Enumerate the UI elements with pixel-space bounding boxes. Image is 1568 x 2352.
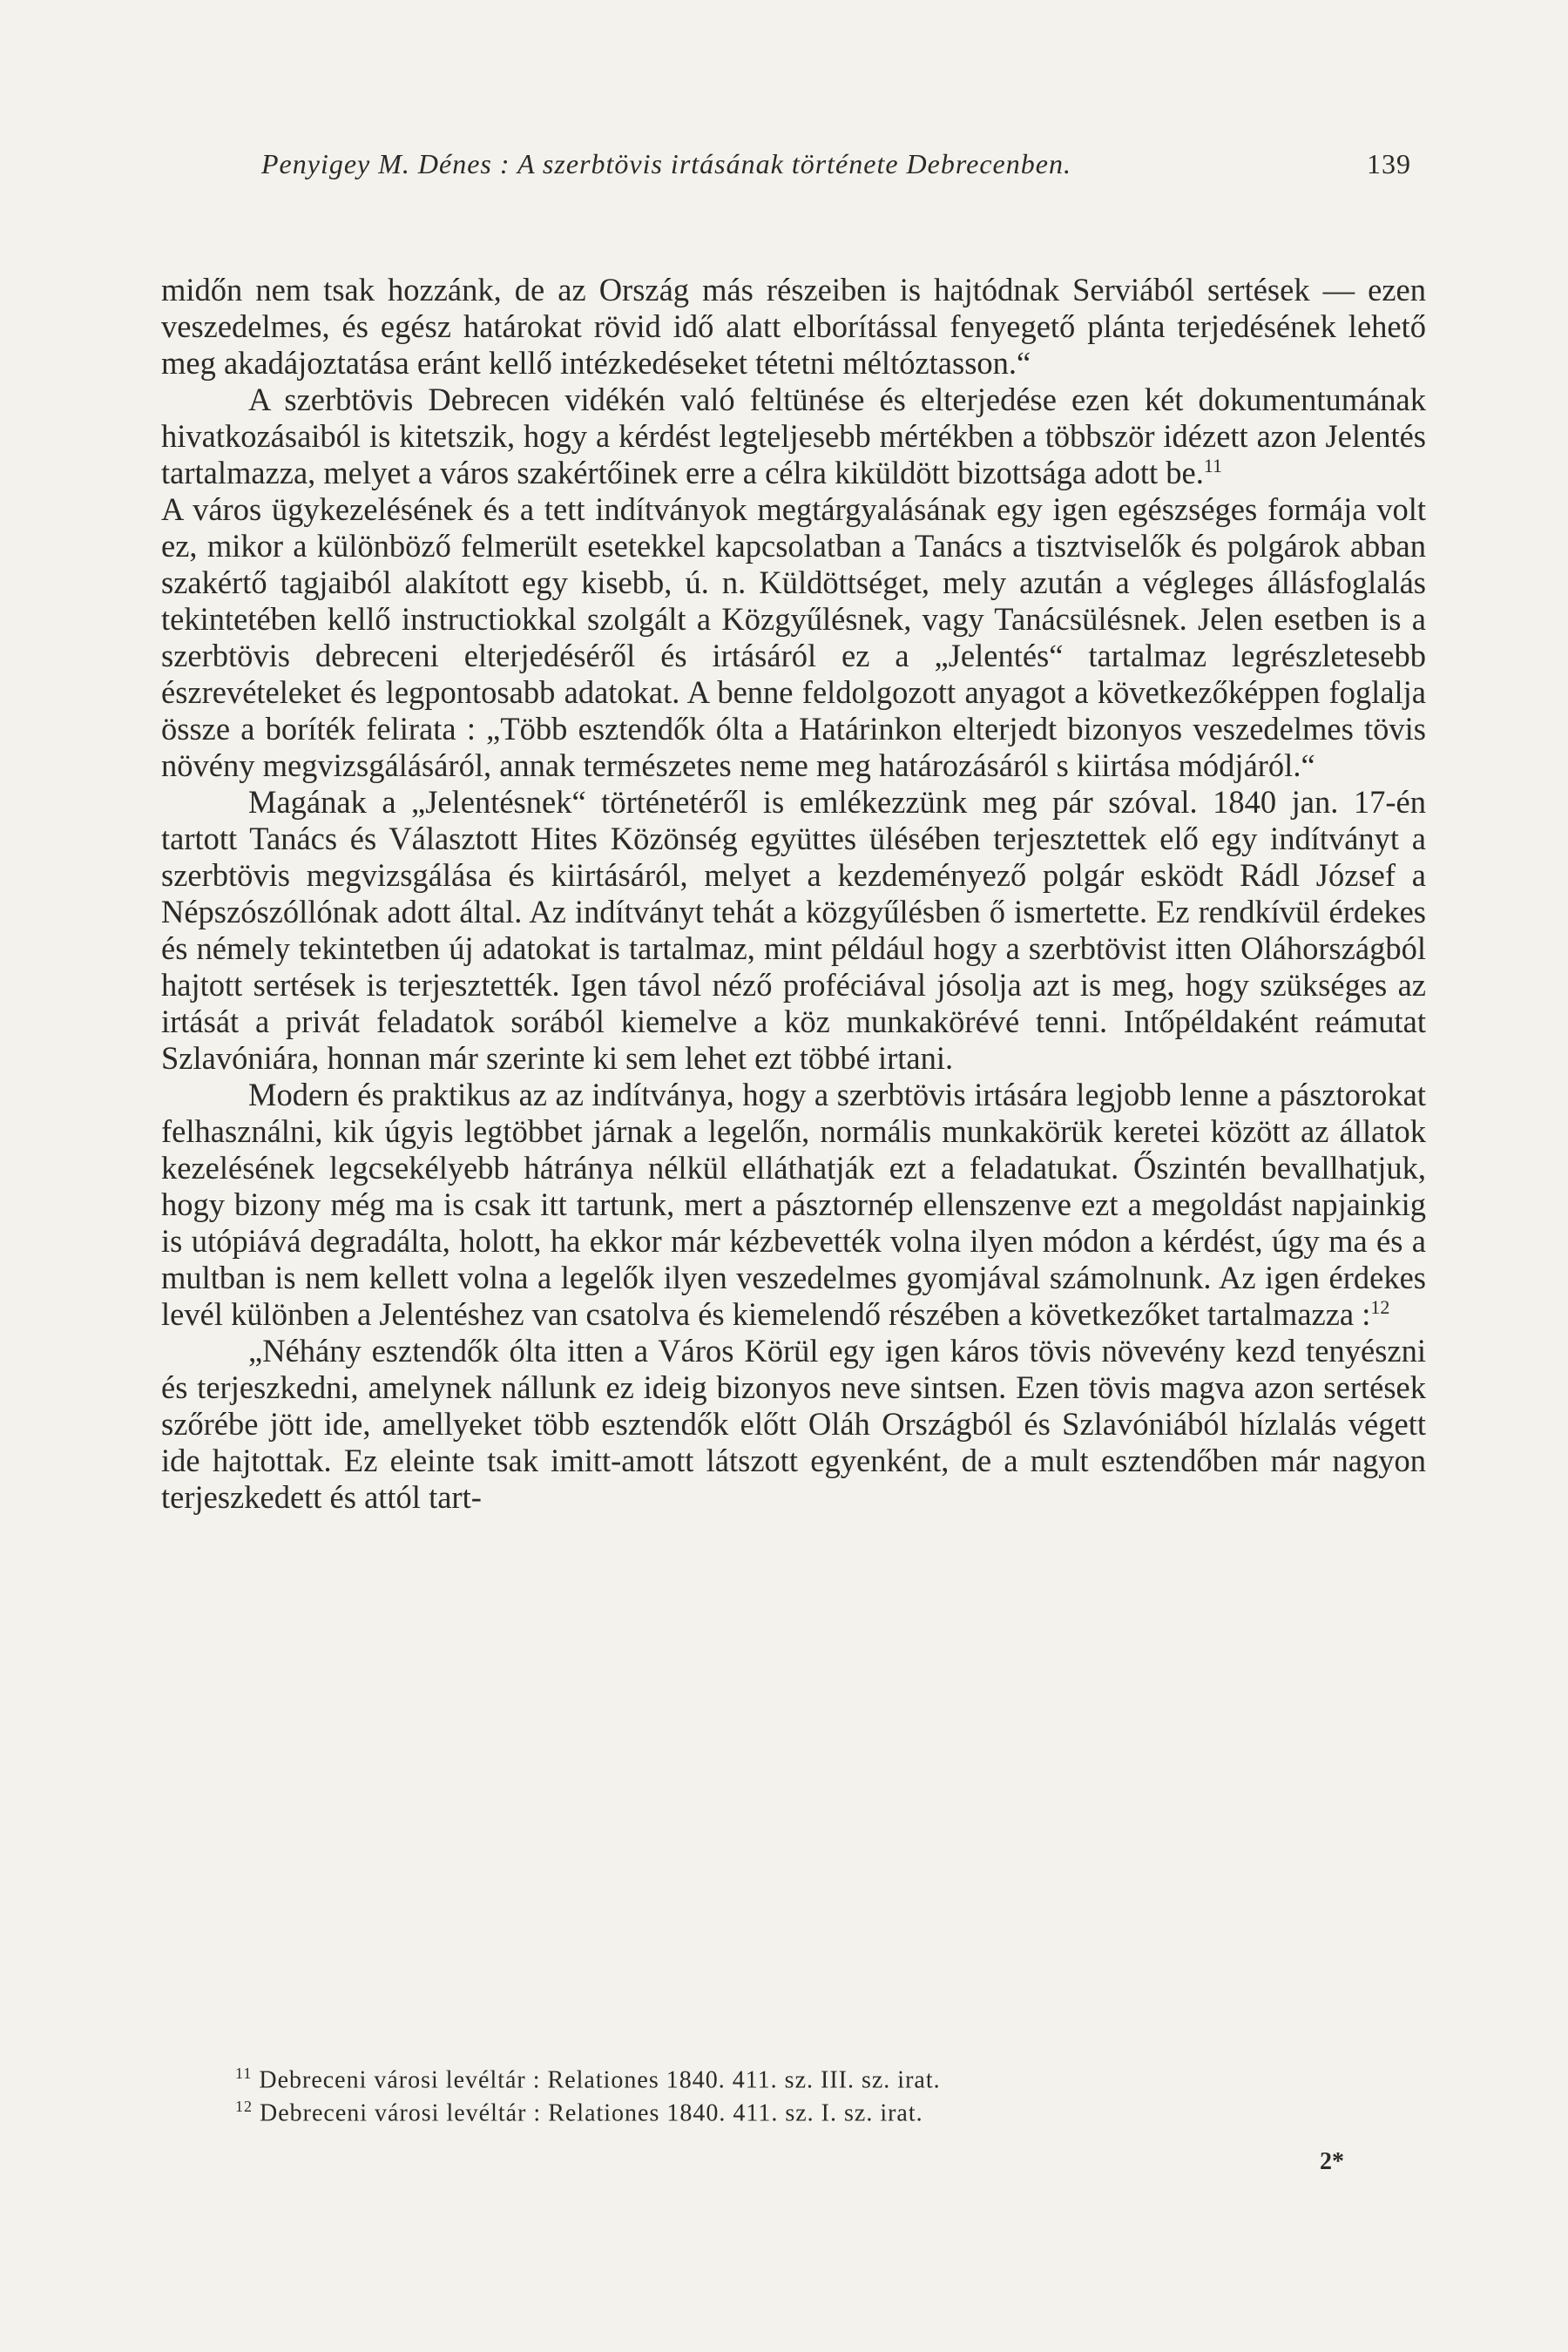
footnote-ref: 11 bbox=[1203, 454, 1223, 476]
footnote bbox=[235, 2060, 1368, 2093]
paragraph bbox=[161, 382, 1426, 491]
paragraph bbox=[161, 1077, 1426, 1333]
paragraph: „Néhány esztendők ólta itten a Város Körül egy igen káros tövis növevény kezd tenyészni és terjeszkedni, amelynek nállunk ez ideig bizonyos neve sintsen. Ezen tövis magva azon sertések szőrébe jött ide, amellyeket több esztendők előtt Oláh Országból és Szlavóniából hízlalás végett ide hajtottak. Ez eleinte tsak imitt-amott látszott egyenként, de a mult esztendőben már nagyon terjeszkedett és attól tart- bbox=[161, 1333, 1426, 1515]
footnote-text: Debreceni városi levéltár : Relationes 1840. 411. sz. I. sz. irat. bbox=[260, 2099, 923, 2127]
body-text bbox=[161, 272, 1426, 1516]
paragraph: Magának a „Jelentésnek“ történetéről is emlékezzünk meg pár szóval. 1840 jan. 17-én tartott Tanács és Választott Hites Közönség együttes ülésében terjesztettek elő egy indítványt a szerbtövis megvizsgálása és kiirtásáról, melyet a kezdeményező polgár esködt Rádl József a Népszószóllónak adott által. Az indítványt tehát a közgyűlésben ő ismertette. Ez rendkívül érdekes és némely tekintetben új adatokat is tartalmaz, mint például hogy a szerbtövist itten Oláhországból hajtott sertések is terjesztették. Igen távol néző proféciával jósolja azt is meg, hogy szükséges az irtását a privát feladatok sorából kiemelve a köz munkakörévé tenni. Intőpéldaként reámutat Szlavóniára, honnan már szerinte ki sem lehet ezt többé irtani. bbox=[161, 784, 1426, 1076]
footnotes bbox=[235, 2060, 1368, 2127]
footnote-text: Debreceni városi levéltár : Relationes 1840. 411. sz. III. sz. irat. bbox=[259, 2066, 941, 2094]
printer-signature: 2* bbox=[1320, 2148, 1344, 2175]
page-number: 139 bbox=[1367, 148, 1411, 179]
running-head bbox=[261, 148, 1411, 180]
paragraph: midőn nem tsak hozzánk, de az Ország más részeiben is hajtódnak Serviából sertések — ezen veszedelmes, és egész határokat rövid idő alatt elborítással fenyegető plánta terjedésének lehető meg akadájoztatása eránt kellő intézkedéseket tétetni méltóztasson.“ bbox=[161, 272, 1426, 381]
footnote-number: 11 bbox=[235, 2065, 253, 2082]
paragraph: A város ügykezelésének és a tett indítványok megtárgyalásának egy igen egészséges formája volt ez, mikor a különböző felmerült esetekkel kapcsolatban a Tanács a tisztviselők és polgárok abban szakértő tagjaiból alakított egy kisebb, ú. n. Küldöttséget, mely azután a végleges állásfoglalás tekintetében kellő instructiokkal szolgált a Közgyűlésnek, vagy Tanácsülésnek. Jelen esetben is a szerbtövis debreceni elterjedéséről és irtásáról ez a „Jelentés“ tartalmaz legrészletesebb észrevételeket és legpontosabb adatokat. A benne feldolgozott anyagot a következőképpen foglalja össze a boríték felirata : „Több esztendők ólta a Határinkon elterjedt bizonyos veszedelmes tövis növény megvizsgálásáról, annak természetes neme meg határozásáról s kiirtása módjáról.“ bbox=[161, 491, 1426, 783]
footnote bbox=[235, 2093, 1368, 2126]
running-head-title: Penyigey M. Dénes : A szerbtövis irtásának története Debrecenben. bbox=[261, 148, 1071, 179]
paragraph-text: Modern és praktikus az az indítványa, hogy a szerbtövis irtására legjobb lenne a pásztorokat felhasználni, kik úgyis legtöbbet járnak a legelőn, normális munkakörük keretei között az állatok kezelésének legcsekélyebb hátránya nélkül elláthatják ezt a feladatukat. Őszintén bevallhatjuk, hogy bizony még ma is csak itt tartunk, mert a pásztornép ellenszenve ezt a megoldást napjainkig is utópiává degradálta, holott, ha ekkor már kézbevették volna ilyen módon a kérdést, úgy ma és a multban is nem kellett volna a legelők ilyen veszedelmes gyomjával számolnunk. Az igen érdekes levél különben a Jelentéshez van csatolva és kiemelendő részében a következőket tartalmazza : bbox=[161, 1077, 1426, 1332]
paragraph-text: A szerbtövis Debrecen vidékén való feltünése és elterjedése ezen két dokumentumának hivatkozásaiból is kitetszik, hogy a kérdést legteljesebb mértékben a többször idézett azon Jelentés tartalmazza, melyet a város szakértőinek erre a célra kiküldött bizottsága adott be. bbox=[161, 382, 1426, 490]
footnote-ref: 12 bbox=[1370, 1295, 1390, 1318]
footnote-number: 12 bbox=[235, 2098, 253, 2116]
